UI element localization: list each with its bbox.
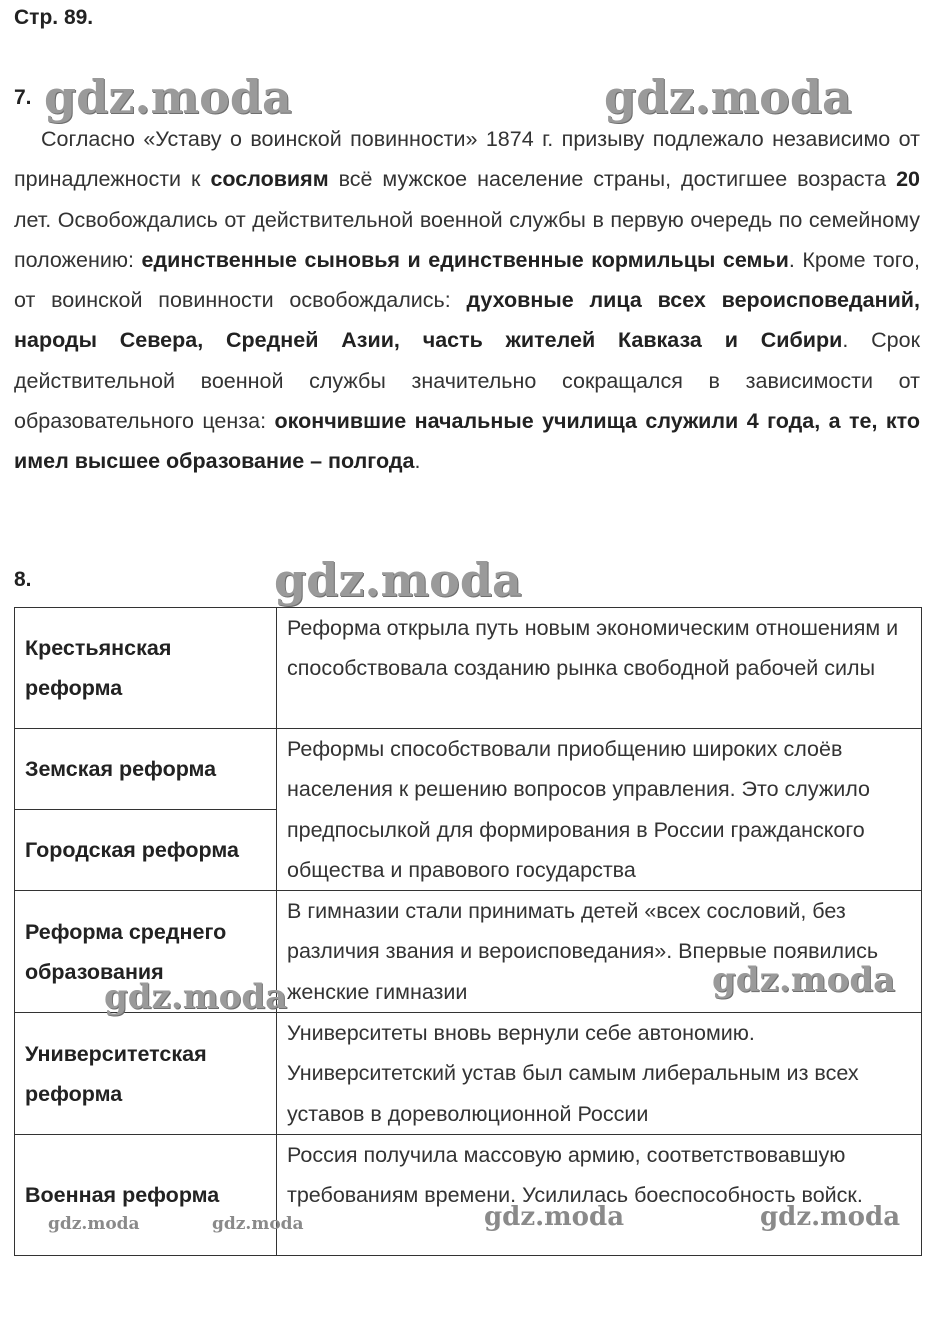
reform-name-cell xyxy=(15,729,277,810)
reform-name: Земская реформа xyxy=(25,756,217,781)
reform-name: Городская реформа xyxy=(25,837,239,862)
watermark: gdz.moda xyxy=(484,1202,625,1232)
task7-seg-10: . xyxy=(414,449,421,474)
reforms-table xyxy=(14,607,922,1256)
reform-name: Реформа среднего образования xyxy=(25,919,227,984)
reform-description-cell xyxy=(277,1013,922,1135)
page-header: Стр. 89. xyxy=(14,6,94,29)
task7-seg-9: окончившие начальные училища служили 4 года, а те, кто имел высшее образование – полгода xyxy=(14,409,920,474)
table-row xyxy=(15,1134,922,1255)
task7-seg-7: духовные лица всех вероисповеданий, народы Севера, Средней Азии, часть жителей Кавказа и Сибири xyxy=(14,288,920,353)
watermark: gdz.moda xyxy=(104,977,288,1017)
watermark: gdz.moda xyxy=(212,1214,304,1234)
task7-seg-2: всё мужское население страны, достигшее возраста xyxy=(328,167,897,192)
task7-seg-1: сословиям xyxy=(210,167,329,192)
task7-seg-4: лет. Освобождались от действительной военной службы в первую очередь по семейному положению: xyxy=(14,207,920,272)
task-7-text xyxy=(14,119,920,482)
table-row xyxy=(15,608,922,729)
watermark: gdz.moda xyxy=(44,70,292,124)
watermark: gdz.moda xyxy=(712,960,896,1000)
reform-name: Крестьянская реформа xyxy=(25,636,172,700)
table-row xyxy=(15,1013,922,1135)
reform-description: Университеты вновь вернули себе автономию. Университетский устав был самым либеральным из всех уставов в дореволюционной России xyxy=(287,1021,859,1126)
watermark: gdz.moda xyxy=(48,1214,140,1234)
task-7-number: 7. xyxy=(14,86,32,109)
task7-seg-6: . Кроме того, от воинской повинности освобождались: xyxy=(14,247,920,313)
task7-seg-5: единственные сыновья и единственные кормильцы семьи xyxy=(141,247,789,272)
reform-description: Реформы способствовали приобщению широких слоёв населения к решению вопросов управления. Это служило предпосылкой для формирования в России гражданского общества и правового государства xyxy=(287,737,870,882)
reform-description: Россия получила массовую армию, соответствовавшую требованиям времени. Усилилась боеспособность войск. xyxy=(287,1142,863,1208)
reform-name-cell xyxy=(15,608,277,729)
reform-name: Военная реформа xyxy=(25,1182,220,1207)
task7-seg-3: 20 xyxy=(896,167,921,192)
reform-description-cell xyxy=(277,608,922,729)
reform-name-cell xyxy=(15,1013,277,1135)
reform-description-cell xyxy=(277,1134,922,1255)
reform-name-cell xyxy=(15,1134,277,1255)
watermark: gdz.moda xyxy=(760,1202,901,1232)
task-8-number: 8. xyxy=(14,568,32,591)
table-row xyxy=(15,729,922,810)
watermark: gdz.moda xyxy=(604,70,852,124)
reform-description-cell xyxy=(277,729,922,891)
reform-name-cell xyxy=(15,809,277,891)
task7-seg-8: . Срок действительной военной службы значительно сокращался в зависимости от образовательного ценза: xyxy=(14,328,921,434)
reform-description: В гимназии стали принимать детей «всех сословий, без различия звания и вероисповедания». Впервые появились женские гимназии xyxy=(287,899,879,1004)
reform-description: Реформа открыла путь новым экономическим отношениям и способствовала созданию рынка свободной рабочей силы xyxy=(287,616,899,681)
reform-name: Университетская реформа xyxy=(25,1041,207,1106)
watermark: gdz.moda xyxy=(274,553,522,607)
task7-seg-0: Согласно «Уставу о воинской повинности» 1874 г. призыву подлежало независимо от принадлежности к xyxy=(14,127,920,192)
